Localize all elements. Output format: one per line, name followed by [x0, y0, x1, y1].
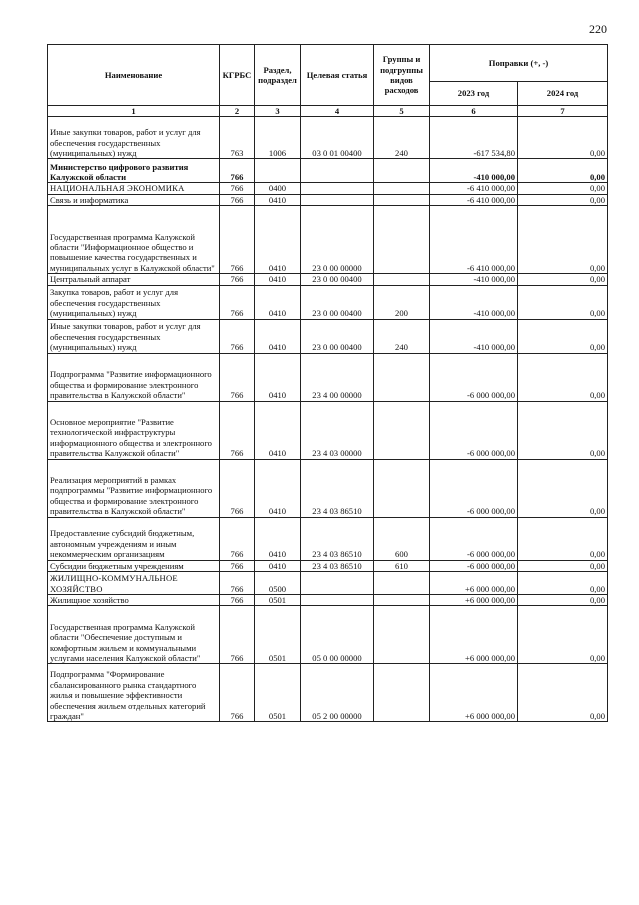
row-kgrbs: 766 — [220, 353, 255, 401]
row-2024: 0,00 — [518, 572, 608, 595]
table-row — [48, 206, 608, 274]
row-name: НАЦИОНАЛЬНАЯ ЭКОНОМИКА — [48, 183, 220, 194]
row-2023: -410 000,00 — [430, 319, 518, 353]
row-group — [374, 353, 430, 401]
row-kgrbs: 766 — [220, 517, 255, 560]
row-2024: 0,00 — [518, 517, 608, 560]
row-2023: -6 000 000,00 — [430, 353, 518, 401]
row-target: 23 4 03 86510 — [301, 560, 374, 571]
row-target: 23 4 00 00000 — [301, 353, 374, 401]
row-kgrbs: 766 — [220, 664, 255, 722]
row-target: 23 4 03 86510 — [301, 517, 374, 560]
header-kgrbs: КГРБС — [220, 45, 255, 106]
row-2024: 0,00 — [518, 401, 608, 459]
row-kgrbs: 763 — [220, 117, 255, 159]
row-kgrbs: 766 — [220, 572, 255, 595]
row-group — [374, 572, 430, 595]
row-group — [374, 459, 430, 517]
header-year-2023: 2023 год — [430, 82, 518, 106]
row-name: Государственная программа Калужской области "Информационное общество и повышение качества государственных и муниципальных услуг в Калужской области" — [48, 206, 220, 274]
row-section: 0501 — [255, 606, 301, 664]
budget-amendments-table — [47, 44, 608, 722]
row-group — [374, 194, 430, 205]
row-name: Предоставление субсидий бюджетным, автономным учреждениям и иным некоммерческим организациям — [48, 517, 220, 560]
row-name: Подпрограмма "Развитие информационного общества и формирование электронного правительства в Калужской области" — [48, 353, 220, 401]
row-target: 23 0 00 00400 — [301, 274, 374, 285]
row-2023: -6 000 000,00 — [430, 459, 518, 517]
row-2023: +6 000 000,00 — [430, 606, 518, 664]
row-target: 03 0 01 00400 — [301, 117, 374, 159]
row-group — [374, 595, 430, 606]
table-row — [48, 664, 608, 722]
column-number: 1 — [48, 106, 220, 117]
table-row — [48, 285, 608, 319]
row-target: 23 0 00 00400 — [301, 285, 374, 319]
row-kgrbs: 766 — [220, 194, 255, 205]
header-target: Целевая статья — [301, 45, 374, 106]
column-number: 6 — [430, 106, 518, 117]
row-target — [301, 194, 374, 205]
row-name: ЖИЛИЩНО-КОММУНАЛЬНОЕ ХОЗЯЙСТВО — [48, 572, 220, 595]
row-kgrbs: 766 — [220, 274, 255, 285]
row-target: 23 4 03 00000 — [301, 401, 374, 459]
row-section: 0410 — [255, 194, 301, 205]
table-row — [48, 274, 608, 285]
table-row — [48, 560, 608, 571]
row-group — [374, 606, 430, 664]
row-kgrbs: 766 — [220, 319, 255, 353]
row-2023: -410 000,00 — [430, 159, 518, 183]
column-number: 4 — [301, 106, 374, 117]
row-2024: 0,00 — [518, 117, 608, 159]
row-2023: -6 000 000,00 — [430, 560, 518, 571]
row-name: Государственная программа Калужской области "Обеспечение доступным и комфортным жильем и коммунальными услугами населения Калужской области" — [48, 606, 220, 664]
row-2024: 0,00 — [518, 319, 608, 353]
row-name: Центральный аппарат — [48, 274, 220, 285]
row-group — [374, 274, 430, 285]
row-group: 200 — [374, 285, 430, 319]
row-name: Реализация мероприятий в рамках подпрограммы "Развитие информационного общества и формирование электронного правительства в Калужской области" — [48, 459, 220, 517]
row-kgrbs: 766 — [220, 606, 255, 664]
row-section: 0410 — [255, 517, 301, 560]
row-2024: 0,00 — [518, 560, 608, 571]
row-2024: 0,00 — [518, 606, 608, 664]
row-2023: -617 534,80 — [430, 117, 518, 159]
row-name: Министерство цифрового развития Калужской области — [48, 159, 220, 183]
row-kgrbs: 766 — [220, 459, 255, 517]
column-number: 7 — [518, 106, 608, 117]
row-name: Подпрограмма "Формирование сбалансированного рынка стандартного жилья и повышение эффективности обеспечения жильем отдельных категорий граждан" — [48, 664, 220, 722]
row-2023: -6 410 000,00 — [430, 206, 518, 274]
row-target — [301, 595, 374, 606]
row-section — [255, 159, 301, 183]
row-name: Основное мероприятие "Развитие технологической инфраструктуры информационного общества и электронного правительства Калужской области" — [48, 401, 220, 459]
table-row — [48, 159, 608, 183]
row-section: 0410 — [255, 560, 301, 571]
row-2024: 0,00 — [518, 285, 608, 319]
row-target: 23 0 00 00000 — [301, 206, 374, 274]
row-target — [301, 183, 374, 194]
row-group — [374, 183, 430, 194]
row-name: Иные закупки товаров, работ и услуг для обеспечения государственных (муниципальных) нужд — [48, 117, 220, 159]
row-2024: 0,00 — [518, 183, 608, 194]
row-section: 0410 — [255, 274, 301, 285]
row-2024: 0,00 — [518, 459, 608, 517]
row-target — [301, 159, 374, 183]
row-group — [374, 664, 430, 722]
table-row — [48, 572, 608, 595]
row-section: 0410 — [255, 459, 301, 517]
header-name: Наименование — [48, 45, 220, 106]
row-kgrbs: 766 — [220, 560, 255, 571]
header-year-2024: 2024 год — [518, 82, 608, 106]
row-2023: -6 000 000,00 — [430, 517, 518, 560]
row-2023: -6 000 000,00 — [430, 401, 518, 459]
row-kgrbs: 766 — [220, 285, 255, 319]
row-section: 0410 — [255, 285, 301, 319]
table-row — [48, 459, 608, 517]
table-row — [48, 401, 608, 459]
row-section: 0410 — [255, 353, 301, 401]
row-2024: 0,00 — [518, 206, 608, 274]
row-section: 0410 — [255, 206, 301, 274]
row-2023: -6 410 000,00 — [430, 183, 518, 194]
row-name: Закупка товаров, работ и услуг для обеспечения государственных (муниципальных) нужд — [48, 285, 220, 319]
row-2023: -410 000,00 — [430, 285, 518, 319]
row-kgrbs: 766 — [220, 595, 255, 606]
row-section: 0501 — [255, 664, 301, 722]
header-amendments: Поправки (+, -) — [430, 45, 608, 82]
row-kgrbs: 766 — [220, 206, 255, 274]
column-number: 5 — [374, 106, 430, 117]
row-section: 0500 — [255, 572, 301, 595]
row-group: 610 — [374, 560, 430, 571]
header-groups: Группы и подгруппы видов расходов — [374, 45, 430, 106]
row-section: 0410 — [255, 319, 301, 353]
row-section: 0400 — [255, 183, 301, 194]
table-row — [48, 595, 608, 606]
row-2024: 0,00 — [518, 664, 608, 722]
table-row — [48, 606, 608, 664]
page-number: 220 — [589, 22, 607, 36]
row-2023: -6 410 000,00 — [430, 194, 518, 205]
row-name: Иные закупки товаров, работ и услуг для обеспечения государственных (муниципальных) нужд — [48, 319, 220, 353]
row-2023: +6 000 000,00 — [430, 572, 518, 595]
column-number: 3 — [255, 106, 301, 117]
row-2023: +6 000 000,00 — [430, 595, 518, 606]
row-group — [374, 206, 430, 274]
row-target: 05 2 00 00000 — [301, 664, 374, 722]
row-section: 0410 — [255, 401, 301, 459]
row-kgrbs: 766 — [220, 401, 255, 459]
table-row — [48, 353, 608, 401]
row-kgrbs: 766 — [220, 159, 255, 183]
row-2024: 0,00 — [518, 353, 608, 401]
column-number: 2 — [220, 106, 255, 117]
row-target: 23 0 00 00400 — [301, 319, 374, 353]
row-target — [301, 572, 374, 595]
row-name: Субсидии бюджетным учреждениям — [48, 560, 220, 571]
row-2024: 0,00 — [518, 274, 608, 285]
row-2023: +6 000 000,00 — [430, 664, 518, 722]
row-group — [374, 159, 430, 183]
row-group: 240 — [374, 117, 430, 159]
table-row — [48, 117, 608, 159]
row-section: 1006 — [255, 117, 301, 159]
row-group: 600 — [374, 517, 430, 560]
row-2023: -410 000,00 — [430, 274, 518, 285]
row-2024: 0,00 — [518, 595, 608, 606]
row-target: 23 4 03 86510 — [301, 459, 374, 517]
row-group: 240 — [374, 319, 430, 353]
row-2024: 0,00 — [518, 159, 608, 183]
header-section: Раздел, подраздел — [255, 45, 301, 106]
row-target: 05 0 00 00000 — [301, 606, 374, 664]
row-group — [374, 401, 430, 459]
table-row — [48, 319, 608, 353]
row-name: Связь и информатика — [48, 194, 220, 205]
table-row — [48, 183, 608, 194]
row-name: Жилищное хозяйство — [48, 595, 220, 606]
table-row — [48, 517, 608, 560]
table-row — [48, 194, 608, 205]
row-2024: 0,00 — [518, 194, 608, 205]
row-kgrbs: 766 — [220, 183, 255, 194]
row-section: 0501 — [255, 595, 301, 606]
